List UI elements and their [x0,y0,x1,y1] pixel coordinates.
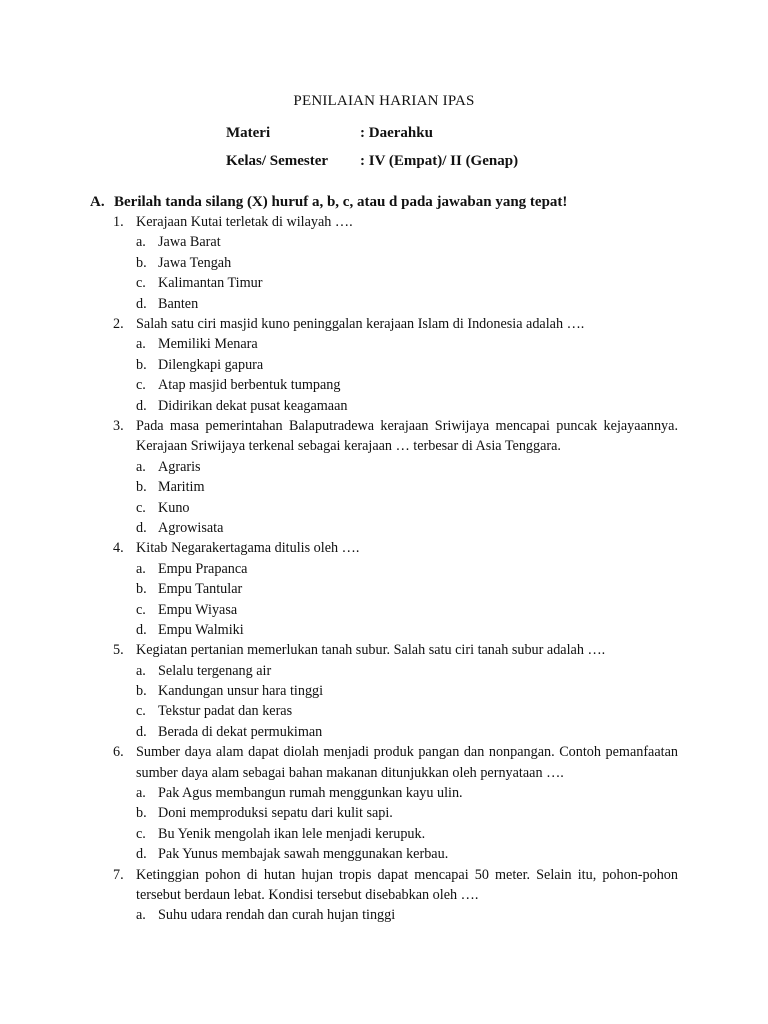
answer-option [113,273,678,293]
instruction-text: Berilah tanda silang (X) huruf a, b, c, atau d pada jawaban yang tepat! [114,194,568,210]
answer-option [113,559,678,579]
answer-option [113,518,678,538]
question-item [113,742,678,783]
option-letter: a. [136,234,146,251]
answer-option [113,396,678,416]
question-text: Ketinggian pohon di hutan hujan tropis dapat mencapai 50 meter. Selain itu, pohon-pohon tersebut berdaun lebat. Kondisi tersebut disebabkan oleh …. [136,866,678,904]
kelas-label: Kelas/ Semester [226,153,329,169]
section-letter: A. [90,194,105,210]
question-item [113,640,678,660]
option-letter: b. [136,805,147,822]
option-text: Empu Tantular [158,581,243,598]
question-list [113,212,678,926]
option-letter: a. [136,785,146,802]
option-letter: d. [136,397,147,414]
question-text: Kegiatan pertanian memerlukan tanah subur. Salah satu ciri tanah subur adalah …. [136,642,606,659]
option-text: Tekstur padat dan keras [158,703,293,720]
answer-option [113,661,678,681]
option-text: Memiliki Menara [158,336,258,353]
option-letter: b. [136,254,147,271]
option-letter: b. [136,356,147,373]
question-item [113,865,678,906]
answer-option [113,722,678,742]
option-text: Berada di dekat permukiman [158,723,323,740]
option-text: Kuno [158,499,190,516]
answer-option [113,803,678,823]
option-letter: d. [136,519,147,536]
option-text: Didirikan dekat pusat keagamaan [158,397,348,414]
option-letter: c. [136,825,146,842]
question-item [113,416,678,457]
option-text: Bu Yenik mengolah ikan lele menjadi kerupuk. [158,825,426,842]
answer-option [113,232,678,252]
option-letter: d. [136,723,147,740]
option-text: Suhu udara rendah dan curah hujan tinggi [158,907,396,924]
page-title: PENILAIAN HARIAN IPAS [293,93,475,109]
section-instruction [90,194,567,211]
option-text: Jawa Tengah [158,254,232,271]
option-letter: d. [136,621,147,638]
answer-option [113,477,678,497]
answer-option [113,824,678,844]
option-text: Pak Yunus membajak sawah menggunakan kerbau. [158,846,449,863]
question-number: 5. [113,642,124,659]
answer-option [113,620,678,640]
option-text: Selalu tergenang air [158,662,272,679]
answer-option [113,375,678,395]
option-text: Pak Agus membangun rumah menggunkan kayu ulin. [158,785,463,802]
question-number: 4. [113,540,124,557]
question-number: 6. [113,744,124,761]
answer-option [113,579,678,599]
option-letter: a. [136,662,146,679]
option-letter: c. [136,377,146,394]
answer-option [113,253,678,273]
option-letter: a. [136,458,146,475]
answer-option [113,844,678,864]
option-letter: c. [136,601,146,618]
materi-label: Materi [226,125,271,141]
option-letter: c. [136,499,146,516]
option-text: Maritim [158,479,205,496]
option-text: Kandungan unsur hara tinggi [158,683,324,700]
question-text: Salah satu ciri masjid kuno peninggalan kerajaan Islam di Indonesia adalah …. [136,315,585,332]
option-text: Doni memproduksi sepatu dari kulit sapi. [158,805,393,822]
option-letter: b. [136,479,147,496]
question-text: Sumber daya alam dapat diolah menjadi produk pangan dan nonpangan. Contoh pemanfaatan sumber daya alam sebagai bahan makanan ditunjukkan oleh pernyataan …. [136,744,678,781]
materi-value: : Daerahku [360,125,433,141]
question-item [113,314,678,334]
option-text: Agraris [158,458,201,475]
option-letter: c. [136,703,146,720]
option-text: Kalimantan Timur [158,275,263,292]
option-text: Atap masjid berbentuk tumpang [158,377,341,394]
question-number: 7. [113,866,124,883]
option-text: Dilengkapi gapura [158,356,264,373]
answer-option [113,681,678,701]
answer-option [113,334,678,354]
question-text: Kerajaan Kutai terletak di wilayah …. [136,214,353,230]
option-letter: c. [136,275,146,292]
option-letter: a. [136,907,146,924]
question-text: Kitab Negarakertagama ditulis oleh …. [136,540,360,557]
answer-option [113,294,678,314]
option-letter: b. [136,581,147,598]
option-text: Empu Walmiki [158,621,244,638]
option-text: Jawa Barat [158,234,221,251]
option-letter: b. [136,683,147,700]
option-text: Agrowisata [158,519,224,536]
option-letter: d. [136,295,147,312]
answer-option [113,600,678,620]
question-item [113,212,678,232]
option-text: Empu Wiyasa [158,601,238,618]
answer-option [113,498,678,518]
kelas-value: : IV (Empat)/ II (Genap) [360,153,519,169]
answer-option [113,457,678,477]
question-item [113,538,678,558]
option-text: Empu Prapanca [158,560,248,577]
option-letter: a. [136,336,146,353]
question-number: 2. [113,315,124,332]
question-number: 1. [113,214,124,230]
option-text: Banten [158,295,199,312]
answer-option [113,355,678,375]
option-letter: d. [136,846,147,863]
answer-option [113,701,678,721]
answer-option [113,783,678,803]
option-letter: a. [136,560,146,577]
answer-option [113,905,678,925]
question-text: Pada masa pemerintahan Balaputradewa kerajaan Sriwijaya mencapai puncak kejayaannya. Kerajaan Sriwijaya terkenal sebagai kerajaan … terbesar di Asia Tenggara. [136,417,678,455]
question-number: 3. [113,417,124,434]
